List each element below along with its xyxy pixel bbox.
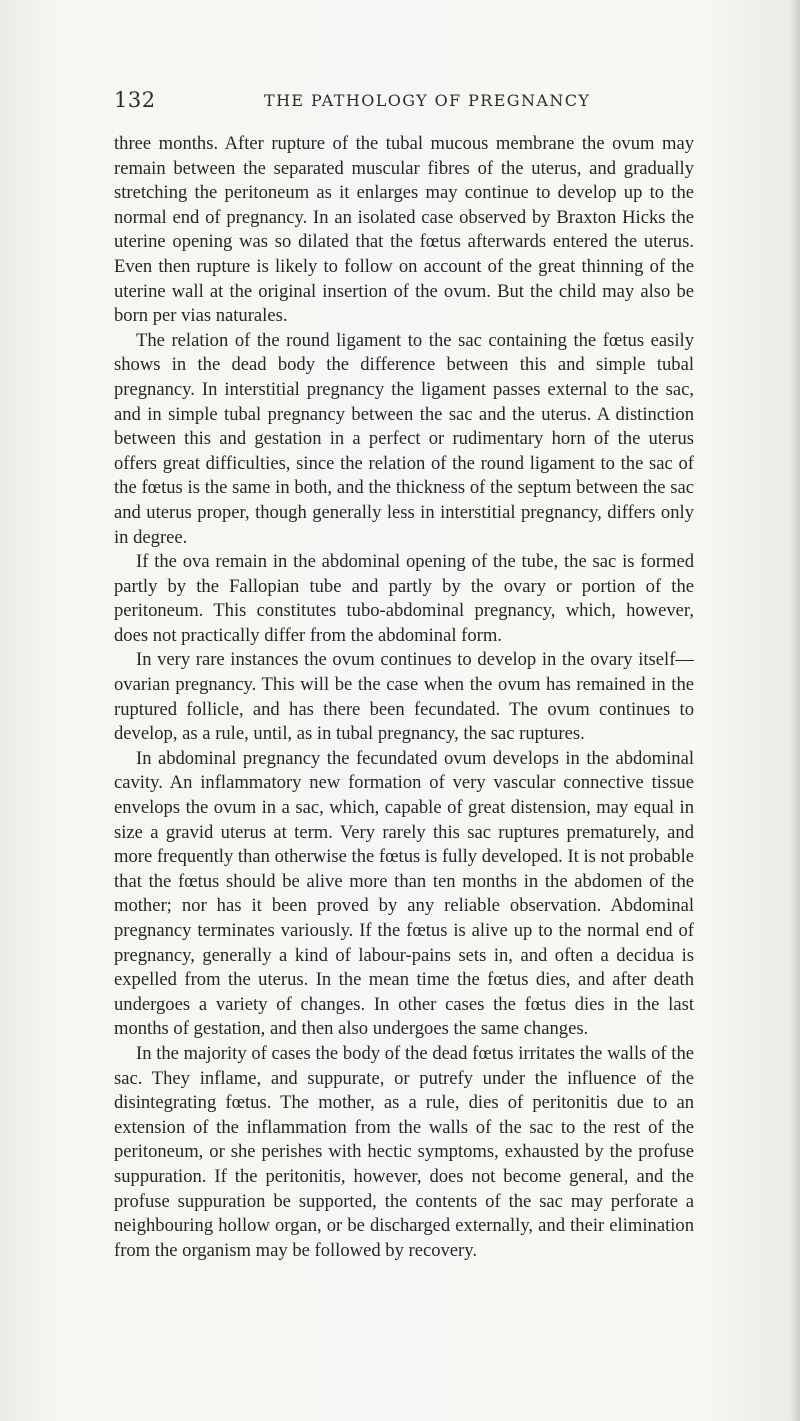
body-text [114,132,694,1263]
paragraph-6: In the majority of cases the body of the dead fœtus irritates the walls of the sac. They inflame, and suppurate, or putrefy under the influence of the disintegrating fœtus. The mother, as a rule, dies of peritonitis due to an extension of the inflammation from the walls of the sac to the rest of the peritoneum, or she perishes with hectic symptoms, exhausted by the profuse suppuration. If the peritonitis, however, does not become general, and the profuse suppuration be supported, the contents of the sac may perforate a neighbouring hollow organ, or be discharged externally, and their elimination from the organism may be followed by recovery. [114,1042,694,1261]
running-title: THE PATHOLOGY OF PREGNANCY [264,91,591,110]
paragraph-2: The relation of the round ligament to the sac containing the fœtus easily shows in the dead body the difference between this and simple tubal pregnancy. In interstitial pregnancy the ligament passes external to the sac, and in simple tubal pregnancy between the sac and the uterus. A distinction between this and gestation in a perfect or rudimentary horn of the uterus offers great difficulties, since the relation of the round ligament to the sac of the fœtus is the same in both, and the thickness of the septum between the sac and uterus proper, though generally less in interstitial pregnancy, differs only in degree. [114,329,694,548]
running-head [114,88,694,116]
paragraph-1: three months. After rupture of the tubal mucous membrane the ovum may remain between the separated muscular fibres of the uterus, and gradually stretching the peritoneum as it enlarges may continue to develop up to the normal end of pregnancy. In an isolated case observed by Braxton Hicks the uterine opening was so dilated that the fœtus afterwards entered the uterus. Even then rupture is likely to follow on account of the great thinning of the uterine wall at the original insertion of the ovum. But the child may also be born per vias naturales. [114,133,694,327]
page-number: 132 [114,88,156,112]
paragraph-4: In very rare instances the ovum continues to develop in the ovary itself—ovarian pregnancy. This will be the case when the ovum has remained in the ruptured follicle, and has there been fecundated. The ovum continues to develop, as a rule, until, as in tubal pregnancy, the sac ruptures. [114,649,694,745]
page-edge-shadow [790,0,800,1421]
paragraph-5: In abdominal pregnancy the fecundated ovum develops in the abdominal cavity. An inflammatory new formation of very vascular connective tissue envelops the ovum in a sac, which, capable of great distension, may equal in size a gravid uterus at term. Very rarely this sac ruptures prematurely, and more frequently than otherwise the fœtus is fully developed. It is not probable that the fœtus should be alive more than ten months in the abdomen of the mother; nor has it been proved by any reliable observation. Abdominal pregnancy terminates variously. If the fœtus is alive up to the normal end of pregnancy, generally a kind of labour-pains sets in, and often a decidua is expelled from the uterus. In the mean time the fœtus dies, and after death undergoes a variety of changes. In other cases the fœtus dies in the last months of gestation, and then also undergoes the same changes. [114,747,694,1040]
paragraph-3: If the ova remain in the abdominal opening of the tube, the sac is formed partly by the Fallopian tube and partly by the ovary or portion of the peritoneum. This constitutes tubo-abdominal pregnancy, which, however, does not practically differ from the abdominal form. [114,551,694,646]
